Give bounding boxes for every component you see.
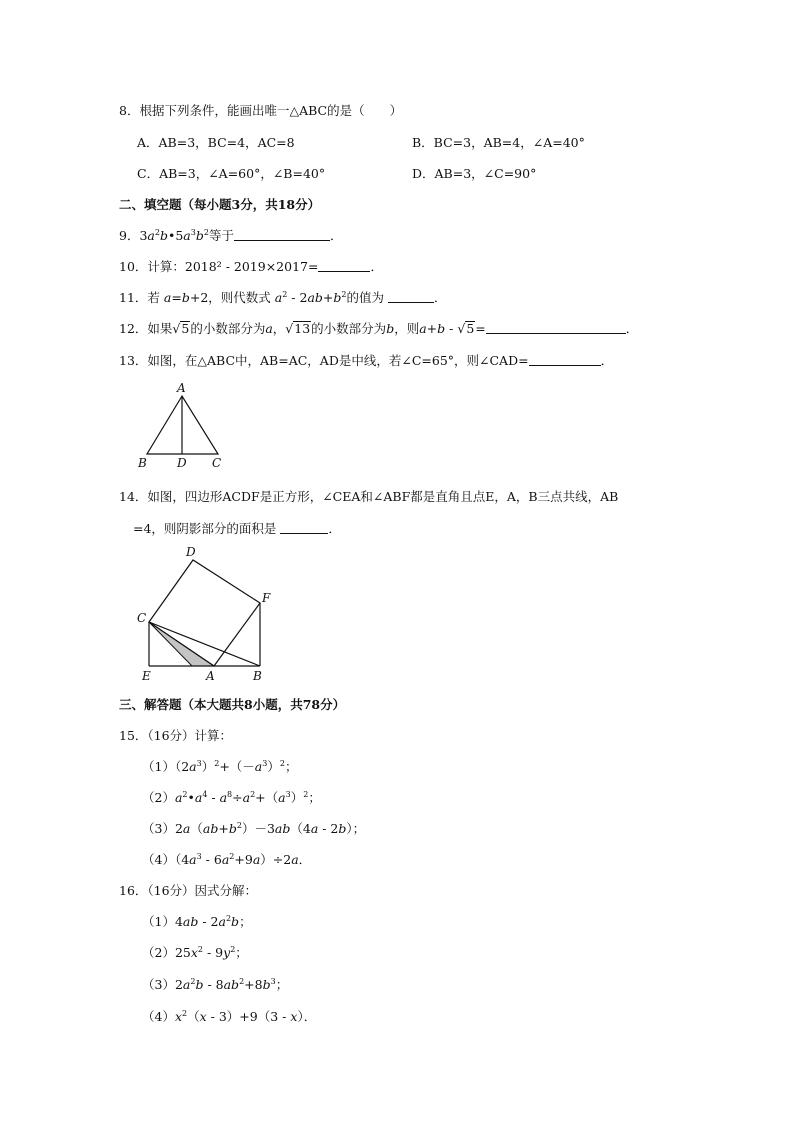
q10	[119, 258, 383, 276]
q16-item-1-label: （1）	[142, 914, 175, 929]
q9-end: ．	[329, 228, 343, 243]
q10-answer-blank[interactable]	[318, 259, 370, 272]
q16-item-2: $(2)25x^2 - 9y^2$；	[142, 945, 248, 960]
q12-answer-blank[interactable]	[486, 321, 626, 334]
q12: 12．如果√5的小数部分为a，√13的小数部分为b，则a+b - √5= ．	[119, 321, 639, 336]
q15-item-1: $(1)(2a^3)^2+(-a^3)^2$；	[142, 759, 298, 774]
q9-prefix: 9．	[119, 228, 140, 243]
q16-stem: 16．（16分）因式分解：	[119, 883, 258, 898]
q16-item-3: $(3)2a^2b - 8ab^2+8b^3$；	[142, 977, 289, 992]
q11-end: ．	[434, 290, 447, 305]
q14-answer-blank[interactable]	[280, 521, 328, 534]
q14-line2-text: =4，则阴影部分的面积是	[133, 521, 277, 536]
q14-square-figure	[130, 542, 280, 684]
label-b: B	[253, 669, 262, 683]
q11-suffix: 的值为	[346, 290, 385, 305]
q12-text3: ，则	[394, 321, 420, 336]
q8-option-d[interactable]: D．AB=3，∠C=90°	[412, 166, 537, 181]
q9: 9．$3a^2b•5a^3b^2$等于 ．	[119, 228, 343, 243]
label-f: F	[262, 591, 271, 605]
q15-item-2-label: （2）	[142, 790, 175, 805]
q12-radicand-1: 5	[181, 321, 190, 336]
q11-middle: ，则代数式	[208, 290, 271, 305]
label-a: A	[206, 669, 215, 683]
label-c: C	[137, 611, 147, 625]
q12-text1: 的小数部分为	[190, 321, 266, 336]
q12-radicand-3: 5	[466, 321, 475, 336]
q13-text: 13．如图，在△ABC中，AB=AC，AD是中线，若∠C=65°，则∠CAD=	[119, 353, 529, 368]
q11-prefix: 11．若	[119, 290, 160, 305]
q16-item-4-label: （4）	[142, 1009, 175, 1024]
label-c: C	[212, 456, 222, 470]
label-a: A	[177, 381, 186, 395]
q12-text2: 的小数部分为	[311, 321, 387, 336]
q13-triangle-figure	[130, 380, 230, 472]
q15-item-2: $(2)a^2•a^4 - a^8\div a^2+(a^3)^2$；	[142, 790, 321, 805]
q9-answer-blank[interactable]	[234, 228, 330, 241]
q10-text: 10．计算：2018² - 2019×2017=	[119, 259, 319, 274]
label-d: D	[186, 545, 196, 559]
q15-stem: 15．（16分）计算：	[119, 728, 233, 743]
section3-heading: 三、解答题（本大题共8小题，共78分）	[119, 697, 346, 712]
q13-answer-blank[interactable]	[529, 353, 601, 366]
q16-item-2-label: （2）	[142, 945, 175, 960]
square-acdf	[149, 560, 260, 666]
q16-item-1: $(1)4ab - 2a^2b$；	[142, 914, 252, 929]
q11-answer-blank[interactable]	[388, 290, 434, 303]
q8-option-c[interactable]: C．AB=3，∠A=60°，∠B=40°	[137, 166, 326, 181]
label-b: B	[138, 456, 147, 470]
label-d: D	[177, 456, 187, 470]
label-e: E	[142, 669, 151, 683]
q13-end: ．	[600, 353, 614, 368]
q14-line1: 14．如图，四边形ACDF是正方形，∠CEA和∠ABF都是直角且点E，A，B三点共线，AB	[119, 489, 619, 504]
q8-stem: 8．根据下列条件，能画出唯一△ABC的是（ ）	[119, 103, 403, 118]
q15-item-4: $(4)(4a^3 - 6a^2+9a)\div 2a$．	[142, 852, 312, 867]
q11: 11．若 a=b+2，则代数式 $a^2 - 2ab+b^2$的值为 ．	[119, 290, 447, 305]
q12-radicand-2: 13	[294, 321, 311, 336]
q8-option-a[interactable]: A．AB=3，BC=4，AC=8	[137, 135, 295, 150]
q15-item-3: $(3)2a(ab+b^2)-3ab(4a - 2b)$；	[142, 821, 366, 836]
q12-end: ．	[625, 321, 639, 336]
q13	[119, 352, 613, 370]
q10-end: ．	[370, 259, 383, 274]
q15-item-1-label: （1）	[142, 759, 175, 774]
q14-end: ．	[328, 521, 341, 536]
q16-item-3-label: （3）	[142, 977, 175, 992]
q9-suffix: 等于	[208, 228, 234, 243]
q15-item-4-label: （4）	[142, 852, 175, 867]
q15-item-3-label: （3）	[142, 821, 175, 836]
section2-heading: 二、填空题（每小题3分，共18分）	[119, 197, 321, 212]
q12-prefix: 12．如果	[119, 321, 173, 336]
q16-item-4: $(4)x^2(x - 3)+9(3 - x)$．	[142, 1009, 317, 1024]
q8-option-b[interactable]: B．BC=3，AB=4，∠A=40°	[412, 135, 585, 150]
q14-line2	[133, 520, 341, 538]
